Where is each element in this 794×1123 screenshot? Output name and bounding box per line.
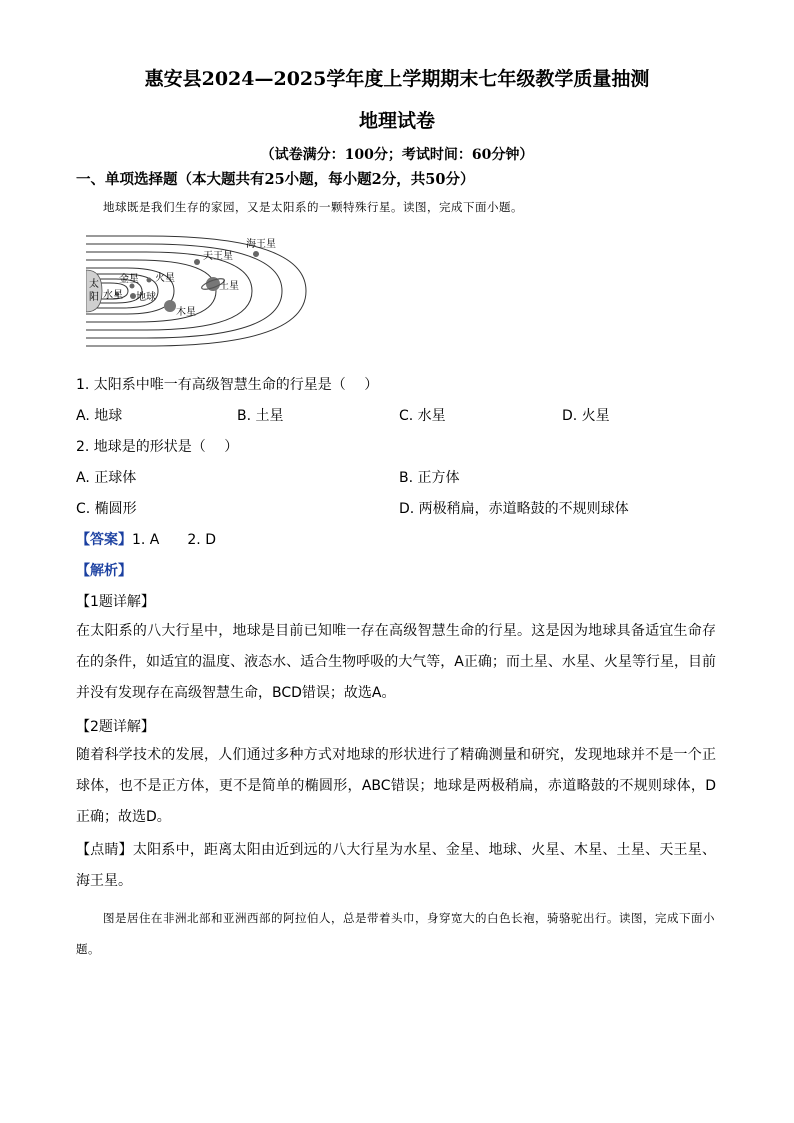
neptune-dot: [253, 251, 259, 257]
detail-2-label: 【2题详解】: [76, 719, 155, 735]
saturn-label: 土星: [219, 281, 239, 292]
tip-text: 太阳系中，距离太阳由近到远的八大行星为水星、金星、地球、火星、木星、土星、天王星、海王星。: [76, 842, 717, 889]
mars-label: 火星: [155, 273, 175, 284]
question-1-option-a: A. 地球: [76, 408, 123, 424]
section-intro: 地球既是我们生存的家园，又是太阳系的一颗特殊行星。读图，完成下面小题。: [103, 200, 523, 214]
exam-subject: 地理试卷: [358, 110, 435, 132]
mars-dot: [147, 278, 152, 283]
exam-title: 惠安县2024—2025学年度上学期期末七年级教学质量抽测: [144, 68, 650, 90]
question-1-option-c: C. 水星: [399, 408, 446, 424]
detail-1-label: 【1题详解】: [76, 594, 155, 610]
jupiter-dot: [164, 300, 176, 312]
detail-1-text: 在太阳系的八大行星中，地球是目前已知唯一存在高级智慧生命的行星。这是因为地球具备适宜生命存在的条件，如适宜的温度、液态水、适合生物呼吸的大气等，A正确；而土星、水星、火星等行星，目前并没有发现存在高级智慧生命，BCD错误；故选A。: [76, 623, 716, 701]
next-intro: 图是居住在非洲北部和亚洲西部的阿拉伯人，总是带着头巾，身穿宽大的白色长袍，骑骆驼出行。读图，完成下面小题。: [76, 911, 715, 956]
neptune-label: 海王星: [246, 239, 276, 250]
tip-paragraph: [76, 835, 716, 897]
section-heading: 一、单项选择题（本大题共有25小题，每小题2分，共50分）: [76, 171, 475, 188]
uranus-dot: [194, 259, 200, 265]
question-1-stem: 1. 太阳系中唯一有高级智慧生命的行星是（ ）: [76, 377, 379, 393]
earth-label: 地球: [136, 292, 156, 303]
sun-label-2: 阳: [89, 292, 99, 303]
answer-text: 1. A 2. D: [132, 532, 216, 548]
uranus-label: 天王星: [203, 251, 233, 262]
question-2-option-b: B. 正方体: [399, 470, 460, 486]
venus-label: 金星: [119, 274, 139, 285]
question-2-option-a: A. 正球体: [76, 470, 137, 486]
tip-label: 【点睛】: [76, 842, 133, 858]
exam-info: （试卷满分：100分；考试时间：60分钟）: [260, 147, 534, 163]
analysis-label: 【解析】: [76, 563, 132, 579]
question-2-stem: 2. 地球是的形状是（ ）: [76, 439, 239, 455]
sun-shape: [86, 270, 102, 312]
question-1-option-d: D. 火星: [562, 408, 610, 424]
jupiter-label: 木星: [176, 307, 196, 318]
answer-label: 【答案】: [76, 532, 132, 548]
sun-label-1: 太: [89, 279, 99, 290]
question-1-option-b: B. 土星: [237, 408, 284, 424]
detail-2-text: 随着科学技术的发展，人们通过多种方式对地球的形状进行了精确测量和研究，发现地球并不是一个正球体，也不是正方体，更不是简单的椭圆形，ABC错误；地球是两极稍扁，赤道略鼓的不规则球体，D正确；故选D。: [76, 747, 716, 825]
question-2-option-d: D. 两极稍扁，赤道略鼓的不规则球体: [399, 501, 629, 517]
mercury-label: 水星: [103, 290, 123, 301]
question-2-option-c: C. 椭圆形: [76, 501, 137, 517]
solar-system-figure: [86, 230, 316, 352]
answer-line: [76, 529, 216, 549]
